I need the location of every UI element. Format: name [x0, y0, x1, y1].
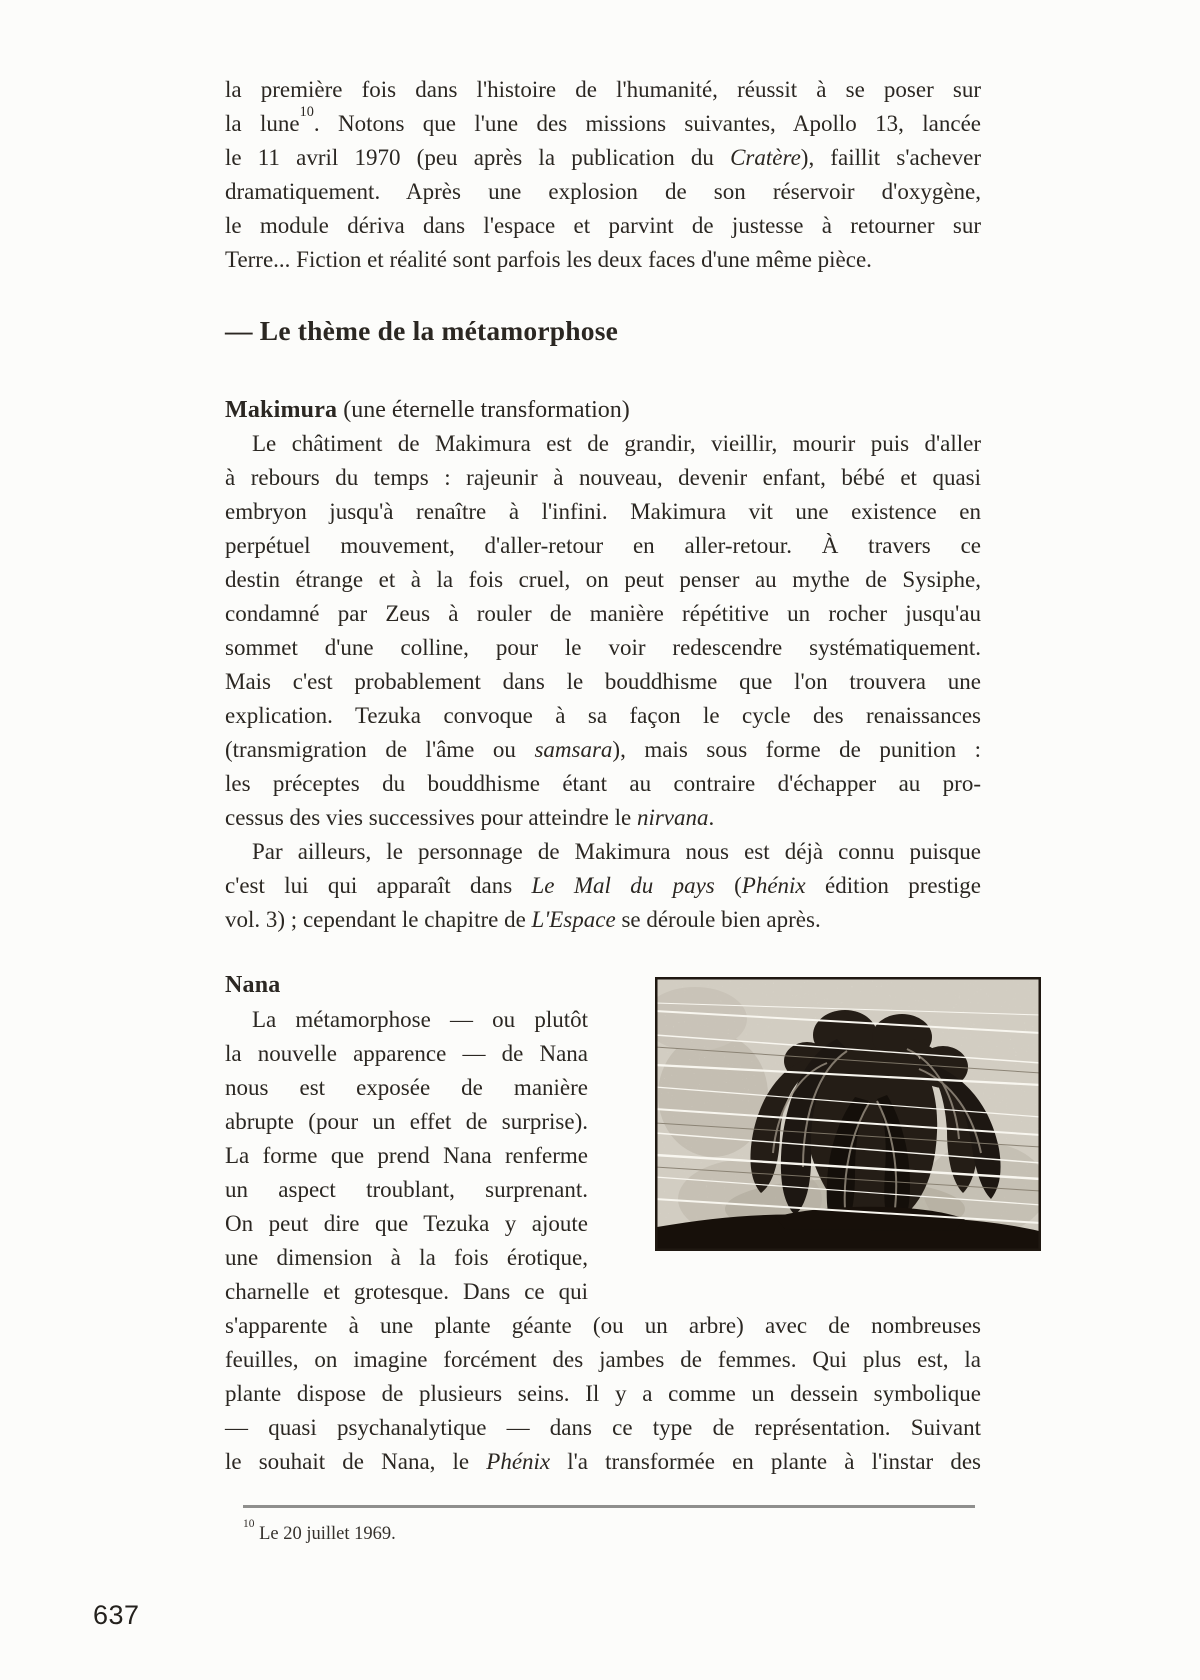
- makimura-subheading-rest: (une éternelle transformation): [337, 397, 630, 423]
- text-line: un aspect troublant, surprenant.: [225, 1177, 588, 1202]
- text-line: vol. 3) ; cependant le chapitre de L'Espace se déroule bien après.: [225, 907, 821, 932]
- makimura-paragraph-2: [225, 835, 981, 937]
- text-line: les préceptes du bouddhisme étant au contraire d'échapper au pro-: [225, 771, 981, 796]
- text-line: sommet d'une colline, pour le voir redescendre systématiquement.: [225, 635, 981, 660]
- text-line: perpétuel mouvement, d'aller-retour en aller-retour. À travers ce: [225, 533, 981, 558]
- footnote-rule: [243, 1505, 975, 1508]
- page-number: 637: [93, 1600, 140, 1630]
- text-line: plante dispose de plusieurs seins. Il y a comme un dessein symbolique: [225, 1381, 981, 1406]
- text-line: La métamorphose — ou plutôt: [252, 1007, 588, 1032]
- nana-illustration-float: [588, 967, 1041, 1282]
- text-line: Mais c'est probablement dans le bouddhisme que l'on trouvera une: [225, 669, 981, 694]
- intro-paragraph: [225, 73, 981, 277]
- text-line: Par ailleurs, le personnage de Makimura nous est déjà connu puisque: [252, 839, 981, 864]
- text-line: (transmigration de l'âme ou samsara), mais sous forme de punition :: [225, 737, 981, 762]
- text-line: condamné par Zeus à rouler de manière répétitive un rocher jusqu'au: [225, 601, 981, 626]
- text-line: dramatiquement. Après une explosion de son réservoir d'oxygène,: [225, 179, 981, 204]
- text-line: le module dériva dans l'espace et parvint de justesse à retourner sur: [225, 213, 981, 238]
- nana-plant-illustration: [655, 977, 1041, 1251]
- text-line: feuilles, on imagine forcément des jambes de femmes. Qui plus est, la: [225, 1347, 981, 1372]
- makimura-paragraph-1: [225, 427, 981, 835]
- section-heading: — Le thème de la métamorphose: [225, 315, 619, 346]
- text-line: la lune$^{10}$. Notons que l'une des missions suivantes, Apollo 13, lancée: [225, 103, 981, 136]
- text-line: explication. Tezuka convoque à sa façon le cycle des renaissances: [225, 703, 981, 728]
- text-line: la nouvelle apparence — de Nana: [225, 1041, 588, 1066]
- text-line: la première fois dans l'histoire de l'humanité, réussit à se poser sur: [225, 77, 981, 102]
- text-line: Le châtiment de Makimura est de grandir, vieillir, mourir puis d'aller: [252, 431, 981, 456]
- text-line: embryon jusqu'à renaître à l'infini. Makimura vit une existence en: [225, 499, 981, 524]
- text-line: le 11 avril 1970 (peu après la publication du Cratère), faillit s'achever: [225, 145, 981, 170]
- makimura-subheading: [225, 393, 981, 427]
- footnote: $^{10}$ Le 20 juillet 1969.: [243, 1517, 396, 1544]
- text-line: cessus des vies successives pour atteindre le nirvana.: [225, 805, 715, 830]
- text-line: charnelle et grotesque. Dans ce qui: [225, 1279, 588, 1304]
- text-line: c'est lui qui apparaît dans Le Mal du pays (Phénix édition prestige: [225, 873, 982, 898]
- main-text-column: [225, 73, 981, 1479]
- text-line: Terre... Fiction et réalité sont parfois les deux faces d'une même pièce.: [225, 247, 872, 272]
- nana-subheading-label: Nana: [225, 972, 281, 998]
- text-line: une dimension à la fois érotique,: [225, 1245, 588, 1270]
- nana-subheading: [225, 967, 981, 1003]
- text-line: s'apparente à une plante géante (ou un arbre) avec de nombreuses: [225, 1313, 981, 1338]
- manga-panel-drawing: [655, 977, 1041, 1251]
- makimura-subheading-bold: Makimura: [225, 397, 338, 423]
- text-line: destin étrange et à la fois cruel, on peut penser au mythe de Sysiphe,: [225, 567, 981, 592]
- text-line: le souhait de Nana, le Phénix l'a transformée en plante à l'instar des: [225, 1449, 982, 1474]
- text-line: — quasi psychanalytique — dans ce type de représentation. Suivant: [225, 1415, 981, 1440]
- text-line: nous est exposée de manière: [225, 1075, 588, 1100]
- text-line: On peut dire que Tezuka y ajoute: [225, 1211, 588, 1236]
- text-line: abrupte (pour un effet de surprise).: [225, 1109, 588, 1134]
- text-line: La forme que prend Nana renferme: [225, 1143, 588, 1168]
- text-line: à rebours du temps : rajeunir à nouveau, devenir enfant, bébé et quasi: [225, 465, 981, 490]
